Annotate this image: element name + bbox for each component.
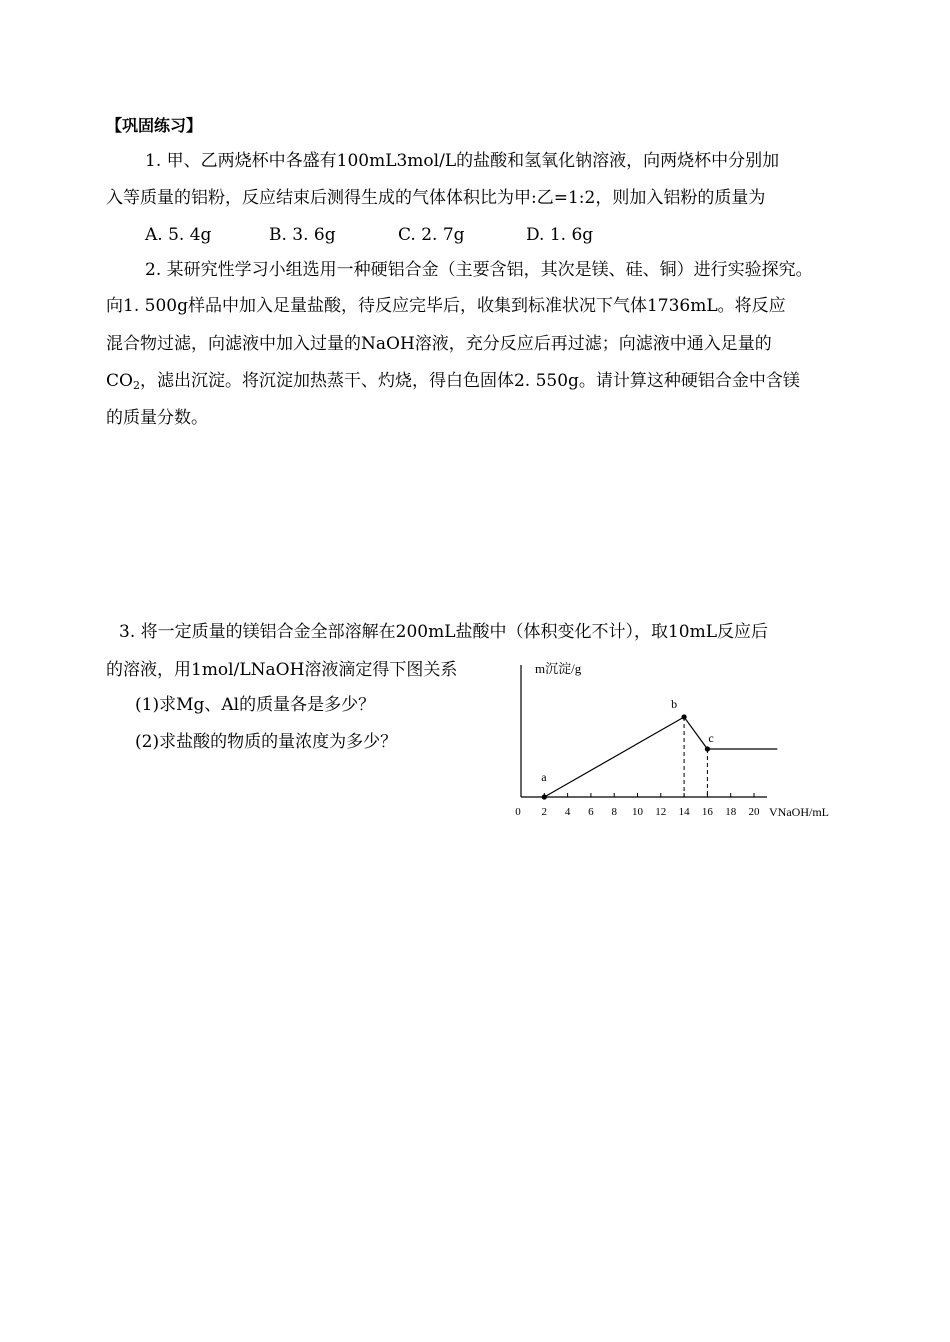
y-axis-label: m沉淀/g	[535, 661, 582, 676]
x-tick-label: 20	[748, 806, 760, 818]
series-line	[544, 717, 777, 797]
q3-sub-question-1: (1)求Mg、Al的质量各是多少？	[135, 695, 376, 715]
origin-label: 0	[515, 806, 521, 818]
point-label-c: c	[708, 731, 714, 745]
point-label-a: a	[541, 770, 547, 784]
point-a	[542, 794, 547, 799]
q1-option-a: A. 5. 4g	[145, 225, 212, 245]
x-tick-label: 14	[678, 806, 690, 818]
x-axis-label: VNaOH/mL	[769, 805, 829, 819]
q1-line-2: 入等质量的铝粉，反应结束后测得生成的气体体积比为甲:乙=1:2，则加入铝粉的质量为	[106, 188, 766, 208]
x-tick-label: 4	[564, 806, 571, 818]
x-tick-label: 2	[541, 806, 548, 818]
q3-line-1: 3. 将一定质量的镁铝合金全部溶解在200mL盐酸中（体积变化不计），取10mL反应后	[119, 622, 769, 642]
q1-option-c: C. 2. 7g	[398, 225, 465, 245]
x-tick-label: 6	[588, 806, 594, 818]
x-tick-label: 12	[655, 806, 667, 818]
q3-sub-question-2: (2)求盐酸的物质的量浓度为多少？	[135, 732, 398, 752]
q1-line-1: 1. 甲、乙两烧杯中各盛有100mL3mol/L的盐酸和氢氧化钠溶液，向两烧杯中分别加	[145, 151, 780, 171]
co2-formula: $CO_2$	[106, 371, 140, 392]
q2-line-1: 2. 某研究性学习小组选用一种硬铝合金（主要含铝，其次是镁、硅、铜）进行实验探究。	[145, 260, 813, 280]
q1-option-b: B. 3. 6g	[269, 225, 336, 245]
point-c	[705, 746, 710, 751]
q1-option-d: D. 1. 6g	[526, 225, 594, 245]
x-tick-label: 16	[701, 806, 713, 818]
point-label-b: b	[671, 697, 678, 711]
q2-line-4: $CO_2$，滤出沉淀。将沉淀加热蒸干、灼烧，得白色固体2. 550g。请计算这种硬铝合金中含镁	[106, 371, 800, 392]
x-tick-label: 18	[725, 806, 737, 818]
q3-line-2: 的溶液，用1mol/LNaOH溶液滴定得下图关系	[106, 660, 458, 680]
q2-line-5: 的质量分数。	[106, 408, 208, 428]
q2-line-3: 混合物过滤，向滤液中加入过量的NaOH溶液，充分反应后再过滤；向滤液中通入足量的	[106, 334, 772, 354]
x-tick-label: 8	[611, 806, 617, 818]
point-b	[682, 714, 687, 719]
titration-graph	[505, 650, 855, 825]
x-tick-label: 10	[632, 806, 643, 818]
section-title: 【巩固练习】	[106, 116, 203, 135]
q2-line-2: 向1. 500g样品中加入足量盐酸，待反应完毕后，收集到标准状况下气体1736mL。将反应	[106, 296, 786, 316]
